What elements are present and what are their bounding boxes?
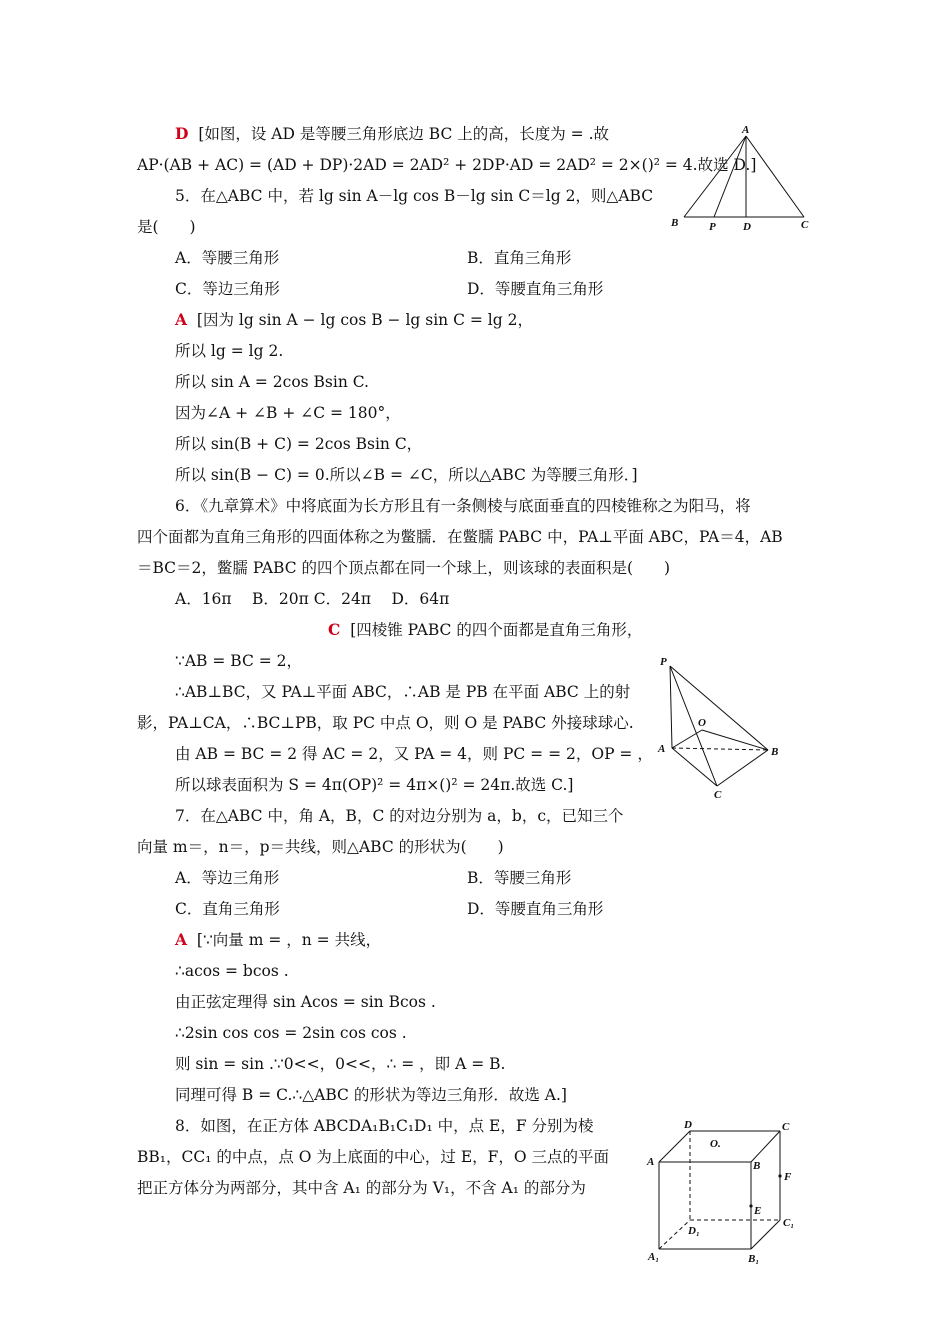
q5-solution-line5: 所以 sin(B + C) = 2cos Bsin C， <box>175 435 423 453</box>
q4-answer: D <box>175 124 189 143</box>
q7-solution-line5: 则 sin = sin .∵0<<，0<<，∴ = ，即 A = B. <box>175 1055 506 1073</box>
q5-answer: A <box>175 310 188 329</box>
q4-solution-line1: D [如图，设 AD 是等腰三角形底边 BC 上的高，长度为 = .故 <box>175 124 609 143</box>
q8-label-a: A <box>647 1156 655 1168</box>
q6-solution-line6: 所以球表面积为 S = 4π(OP)² = 4π×()² = 24π.故选 C.] <box>175 776 574 794</box>
q4-label-p: P <box>709 221 716 233</box>
q6-solution-line4: 影，PA⊥CA，∴BC⊥PB，取 PC 中点 O，则 O 是 PABC 外接球球心. <box>137 714 634 732</box>
q7-stem-line2: 向量 m＝，n＝，p＝共线，则△ABC 的形状为( ) <box>137 838 504 856</box>
q6-label-c: C <box>714 789 722 801</box>
q7-answer: A <box>175 930 188 949</box>
q8-label-o: O. <box>710 1138 721 1150</box>
q7-solution-line4: ∴2sin cos cos = 2sin cos cos . <box>175 1024 407 1042</box>
q4-triangle-figure <box>666 120 816 240</box>
q5-stem-line2: 是( ) <box>137 218 196 236</box>
q8-label-f: F <box>784 1171 792 1183</box>
q6-answer: C <box>328 620 341 639</box>
q7-option-d: D．等腰直角三角形 <box>467 900 604 918</box>
q5-option-b: B．直角三角形 <box>467 249 572 267</box>
q8-label-d: D <box>684 1119 692 1131</box>
q7-solution-line3: 由正弦定理得 sin Acos = sin Bcos . <box>175 993 436 1011</box>
q7-option-b: B．等腰三角形 <box>467 869 572 887</box>
q6-stem-line1: 6．《九章算术》中将底面为长方形且有一条侧棱与底面垂直的四棱锥称之为阳马，将 <box>175 497 751 515</box>
q8-label-a1: A₁ <box>648 1251 660 1263</box>
q5-option-c: C．等边三角形 <box>175 280 280 298</box>
q6-stem-line2: 四个面都为直角三角形的四面体称之为鳖臑．在鳖臑 PABC 中，PA⊥平面 ABC，PA＝4，AB <box>137 528 783 546</box>
q5-solution-line3: 所以 sin A = 2cos Bsin C. <box>175 373 369 391</box>
q5-solution-line4: 因为∠A + ∠B + ∠C = 180°， <box>175 404 401 422</box>
q7-stem-line1: 7．在△ABC 中，角 A，B，C 的对边分别为 a，b，c，已知三个 <box>175 807 624 825</box>
q8-stem-line3: 把正方体分为两部分，其中含 A₁ 的部分为 V₁，不含 A₁ 的部分为 <box>137 1179 586 1197</box>
q5-solution-line2: 所以 lg = lg 2. <box>175 342 284 360</box>
q6-label-b: B <box>771 746 779 758</box>
q8-label-d1: D₁ <box>688 1225 700 1237</box>
q5-option-a: A．等腰三角形 <box>175 249 280 267</box>
q5-stem-line1: 5．在△ABC 中，若 lg sin A－lg cos B－lg sin C＝lg 2，则△ABC <box>175 187 654 205</box>
q6-label-p: P <box>660 656 667 668</box>
q4-label-c: C <box>801 219 809 231</box>
q8-stem-line1: 8．如图，在正方体 ABCDA₁B₁C₁D₁ 中，点 E，F 分别为棱 <box>175 1117 594 1135</box>
q4-label-b: B <box>671 217 679 229</box>
q7-option-a: A．等边三角形 <box>175 869 280 887</box>
q8-label-c1: C₁ <box>783 1217 795 1229</box>
q6-options: A．16π B．20π C．24π D．64π <box>175 590 450 608</box>
q5-solution-line1: A [因为 lg sin A − lg cos B − lg sin C = lg 2， <box>175 310 533 329</box>
q5-solution-line6: 所以 sin(B − C) = 0.所以∠B = ∠C，所以△ABC 为等腰三角形．] <box>175 466 638 484</box>
q6-solution-line5: 由 AB = BC = 2 得 AC = 2，又 PA = 4，则 PC = = 2，OP = ， <box>175 745 653 763</box>
q6-tetrahedron-figure <box>652 652 792 802</box>
q6-stem-line3: ＝BC＝2，鳖臑 PABC 的四个顶点都在同一个球上，则该球的表面积是( ) <box>137 559 671 577</box>
q4-label-a: A <box>742 124 750 136</box>
q4-solution-line2: AP·(AB + AC) = (AD + DP)·2AD = 2AD² + 2DP·AD = 2AD² = 2×()² = 4.故选 D.] <box>137 156 757 174</box>
q8-label-b: B <box>753 1160 761 1172</box>
q6-solution-line2: ∵AB = BC = 2， <box>175 652 303 670</box>
q4-label-d: D <box>743 221 751 233</box>
q6-label-o: O <box>698 717 706 729</box>
q8-label-e: E <box>754 1205 762 1217</box>
q8-cube-figure <box>644 1116 804 1268</box>
q8-stem-line2: BB₁，CC₁ 的中点，点 O 为上底面的中心，过 E，F，O 三点的平面 <box>137 1148 610 1166</box>
q7-solution-line1: A [∵向量 m = ，n = 共线， <box>175 930 382 949</box>
q7-solution-line2: ∴acos = bcos . <box>175 962 289 980</box>
q6-solution-line1: C [四棱锥 PABC 的四个面都是直角三角形， <box>328 620 643 639</box>
q7-option-c: C．直角三角形 <box>175 900 280 918</box>
q7-solution-line6: 同理可得 B = C.∴△ABC 的形状为等边三角形．故选 A.] <box>175 1086 567 1104</box>
q6-label-a: A <box>658 743 666 755</box>
q8-label-c: C <box>782 1121 790 1133</box>
q8-label-b1: B₁ <box>748 1253 760 1265</box>
q6-solution-line3: ∴AB⊥BC，又 PA⊥平面 ABC，∴AB 是 PB 在平面 ABC 上的射 <box>175 683 631 701</box>
q5-option-d: D．等腰直角三角形 <box>467 280 604 298</box>
